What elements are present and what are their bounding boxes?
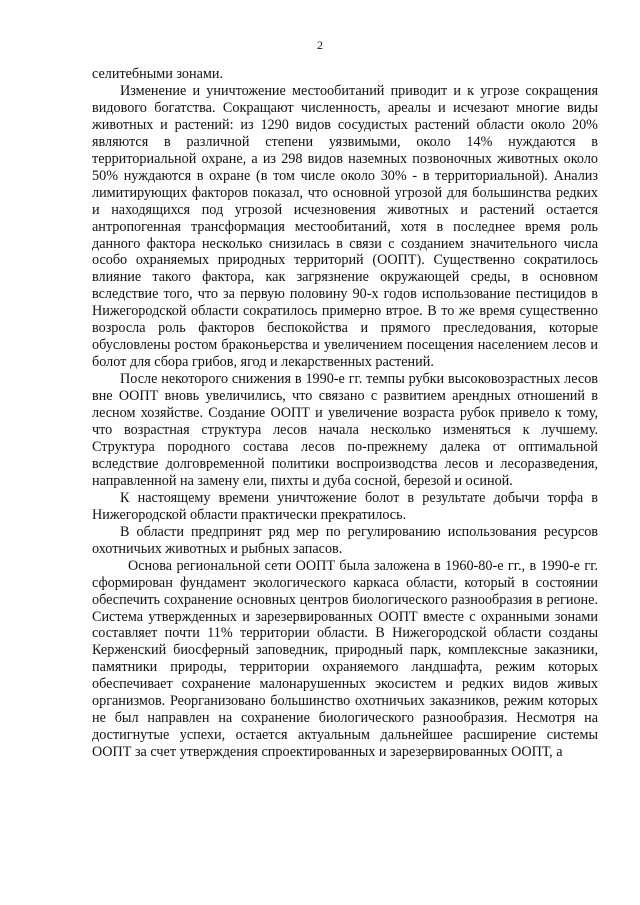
body-text xyxy=(92,66,598,761)
page-number: 2 xyxy=(317,38,323,52)
paragraph-protected-areas: Основа региональной сети ООПТ была заложена в 1960-80-е гг., в 1990-е гг. сформирован фундамент экологического каркаса области, который в состоянии обеспечить сохранение основных центров биологического разнообразия в регионе. Система утвержденных и зарезервированных ООПТ вместе с охранными зонами составляет почти 11% территории области. В Нижегородской области созданы Керженский биосферный заповедник, природный парк, комплексные заказники, памятники природы, территории охраняемого ландшафта, режим которых обеспечивает сохранение малонарушенных экосистем и редких видов живых организмов. Реорганизовано большинство охотничьих заказников, режим которых не был направлен на сохранение биологического разнообразия. Несмотря на достигнутые успехи, остается актуальным дальнейшее расширение системы ООПТ за счет утверждения спроектированных и зарезервированных ООПТ, а xyxy=(92,557,598,761)
paragraph-habitat-destruction: Изменение и уничтожение местообитаний приводит и к угрозе сокращения видового богатства. Сокращают численность, ареалы и исчезают многие виды животных и растений: из 1290 видов сосудистых растений области около 20% являются в различной степени уязвимыми, около 14% нуждаются в территориальной охране, а из 298 видов наземных позвоночных животных около 50% нуждаются в охране (в том числе около 30% - в территориальной). Анализ лимитирующих факторов показал, что основной угрозой для большинства редких и находящихся под угрозой исчезновения животных и растений остается антропогенная трансформация местообитаний, хотя в последнее время роль данного фактора несколько снизилась в связи с созданием значительного числа особо охраняемых природных территорий (ООПТ). Существенно сократилось влияние такого фактора, как загрязнение окружающей среды, в основном вследствие того, что за первую половину 90-х годов использование пестицидов в Нижегородской области сократилось примерно втрое. В то же время существенно возросла роль факторов беспокойства и прямого преследования, которые обусловлены ростом браконьерства и увеличением посещения населением лесов и болот для сбора грибов, ягод и лекарственных растений. xyxy=(92,82,598,371)
paragraph-forest-logging: После некоторого снижения в 1990-е гг. темпы рубки высоковозрастных лесов вне ООПТ вновь увеличились, что связано с развитием арендных отношений в лесном хозяйстве. Создание ООПТ и увеличение возраста рубок привело к тому, что возрастная структура лесов начала несколько изменяться к лучшему. Структура породного состава лесов по-прежнему далека от оптимальной вследствие долговременной политики воспроизводства лесов и лесоразведения, направленной на замену ели, пихты и дуба сосной, березой и осиной. xyxy=(92,371,598,489)
paragraph-peat-extraction: К настоящему времени уничтожение болот в результате добычи торфа в Нижегородской области практически прекратилось. xyxy=(92,489,598,523)
paragraph-continuation: селитебными зонами. xyxy=(92,66,224,82)
paragraph-hunting-resources: В области предпринят ряд мер по регулированию использования ресурсов охотничьих животных и рыбных запасов. xyxy=(92,523,598,557)
